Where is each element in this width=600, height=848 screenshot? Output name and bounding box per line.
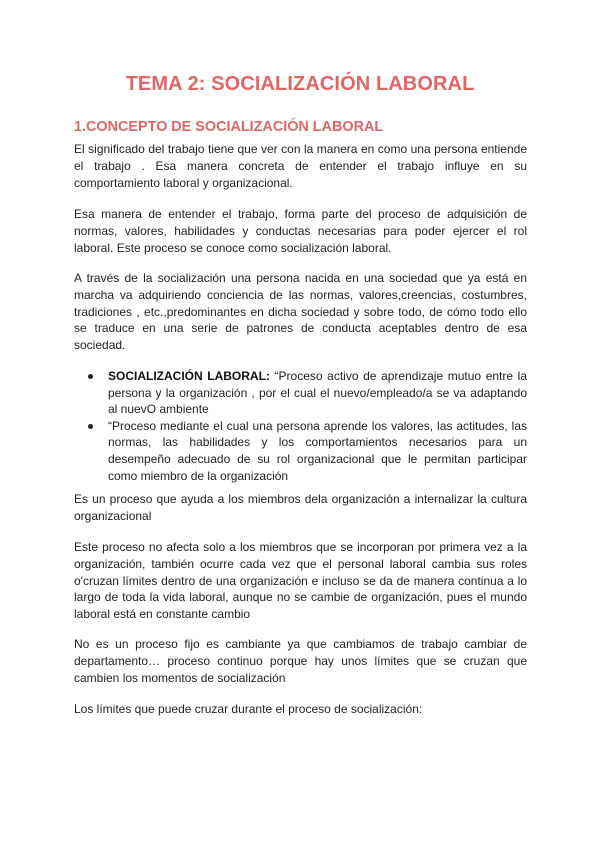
paragraph-work-meaning: El significado del trabajo tiene que ver con la manera en como una persona entiende el trabajo . Esa manera concreta de entender el trabajo influye en su comportamiento laboral y organizacional. — [74, 142, 527, 190]
paragraph-socialization-society: A través de la socialización una persona nacida en una sociedad que ya está en marcha va adquiriendo conciencia de las normas, valores,creencias, costumbres, tradiciones , etc.,predominantes en dicha sociedad y sobre todo, de cómo todo ello se traduce en una serie de patrones de conducta aceptables dentro de esa sociedad. — [74, 271, 527, 353]
definition-text: “Proceso activo de aprendizaje mutuo entre la persona y la organización , por el cual el nuevo/empleado/a se va adaptando al nuevO ambiente — [108, 369, 528, 417]
bullet-dot-icon — [88, 424, 93, 429]
definitions-list — [74, 368, 527, 484]
document-title: TEMA 2: SOCIALIZACIÓN LABORAL — [125, 73, 475, 95]
section-heading: 1.CONCEPTO DE SOCIALIZACIÓN LABORAL — [74, 119, 384, 135]
definition-term: SOCIALIZACIÓN LABORAL: — [108, 369, 270, 383]
paragraph-internalize-culture: Es un proceso que ayuda a los miembros dela organización a internalizar la cultura organizacional — [74, 492, 527, 523]
list-item — [74, 418, 527, 484]
paragraph-crossing-limits: Este proceso no afecta solo a los miembros que se incorporan por primera vez a la organización, también ocurre cada vez que el personal laboral cambia sus roles o'cruzan límites dentro de una organización e incluso se da de manera continua a lo largo de toda la vida laboral, aunque no se cambie de organización, pues el mundo laboral está en constante cambio — [74, 540, 527, 622]
list-item — [74, 368, 527, 418]
definition-text: “Proceso mediante el cual una persona aprende los valores, las actitudes, las normas, las habilidades y los comportamientos necesarios para un desempeño adecuado de su rol organizacional que le permitan participar como miembro de la organización — [108, 418, 527, 483]
paragraph-acquisition-process: Esa manera de entender el trabajo, forma parte del proceso de adquisición de normas, valores, habilidades y conductas necesarias para poder ejercer el rol laboral. Este proceso se conoce como socialización laboral. — [74, 207, 527, 255]
bullet-dot-icon — [88, 374, 93, 379]
paragraph-continuous-process: No es un proceso fijo es cambiante ya que cambiamos de trabajo cambiar de departamento… proceso continuo porque hay unos límites que se cruzan que cambien los momentos de socialización — [74, 637, 527, 685]
paragraph-limits-intro: Los límites que puede cruzar durante el proceso de socialización: — [74, 702, 423, 716]
